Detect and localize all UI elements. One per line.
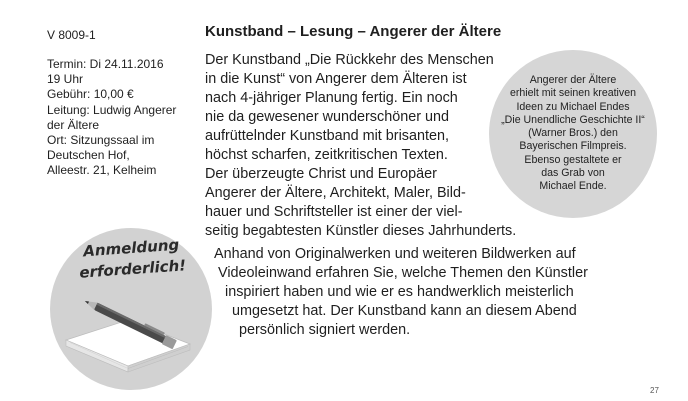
meta-address: Alleestr. 21, Kelheim	[47, 163, 157, 178]
meta-lead-cont: der Ältere	[47, 117, 100, 132]
page-number: 27	[650, 386, 659, 395]
course-title: Kunstband – Lesung – Angerer der Ältere	[205, 23, 502, 40]
paragraph-line: in die Kunst“ von Angerer dem Älteren ist	[205, 71, 467, 87]
paragraph-line: höchst scharfen, zeitkritischen Texten.	[205, 147, 448, 163]
info-line: (Warner Bros.) den	[528, 127, 618, 140]
course-meta	[47, 57, 182, 179]
info-line: Ideen zu Michael Endes	[516, 100, 630, 113]
meta-fee: Gebühr: 10,00 €	[47, 87, 134, 102]
badge-line: erforderlich!	[78, 256, 187, 282]
paragraph-line: seitig begabtesten Künstler dieses Jahrhunderts.	[205, 223, 517, 239]
meta-location: Ort: Sitzungssaal im	[47, 133, 155, 148]
paragraph-line: Der Kunstband „Die Rückkehr des Menschen	[205, 52, 494, 68]
paragraph-line: persönlich signiert werden.	[239, 322, 411, 338]
info-line: erhielt mit seinen kreativen	[509, 87, 636, 100]
notepad-pencil-icon	[58, 282, 208, 377]
meta-date: Termin: Di 24.11.2016	[47, 57, 164, 71]
info-line: Michael Ende.	[539, 180, 607, 193]
meta-time: 19 Uhr	[47, 72, 84, 87]
paragraph-line: Angerer der Ältere, Architekt, Maler, Bild-	[205, 185, 466, 201]
paragraph-line: aufrüttelnder Kunstband mit brisanten,	[205, 128, 449, 144]
paragraph-line: hauer und Schriftsteller ist einer der viel-	[205, 204, 463, 220]
paragraph-line: umgesetzt hat. Der Kunstband kann an diesem Abend	[232, 303, 577, 319]
paragraph-line: nach 4-jähriger Planung fertig. Ein noch	[205, 90, 458, 106]
info-line: Angerer der Ältere	[529, 74, 617, 86]
paragraph-line: Anhand von Originalwerken und weiteren Bildwerken auf	[214, 246, 576, 262]
info-circle-text	[489, 74, 657, 194]
info-line: Bayerischen Filmpreis.	[519, 140, 627, 153]
info-line: Ebenso gestaltete er	[524, 153, 622, 166]
info-line: „Die Unendliche Geschichte II“	[501, 113, 645, 126]
paragraph-line: nie da gewesener wunderschöner und	[205, 109, 450, 125]
paragraph-line: Der überzeugte Christ und Europäer	[205, 166, 437, 182]
meta-location-cont: Deutschen Hof,	[47, 148, 130, 163]
info-line: das Grab von	[541, 167, 605, 180]
meta-lead: Leitung: Ludwig Angerer	[47, 102, 177, 117]
paragraph-line: Videoleinwand erfahren Sie, welche Themen den Künstler	[218, 265, 588, 281]
badge-line: Anmeldung	[82, 235, 180, 261]
course-code: V 8009-1	[47, 28, 96, 42]
paragraph-line: inspiriert haben und wie er es handwerklich meisterlich	[225, 284, 574, 300]
